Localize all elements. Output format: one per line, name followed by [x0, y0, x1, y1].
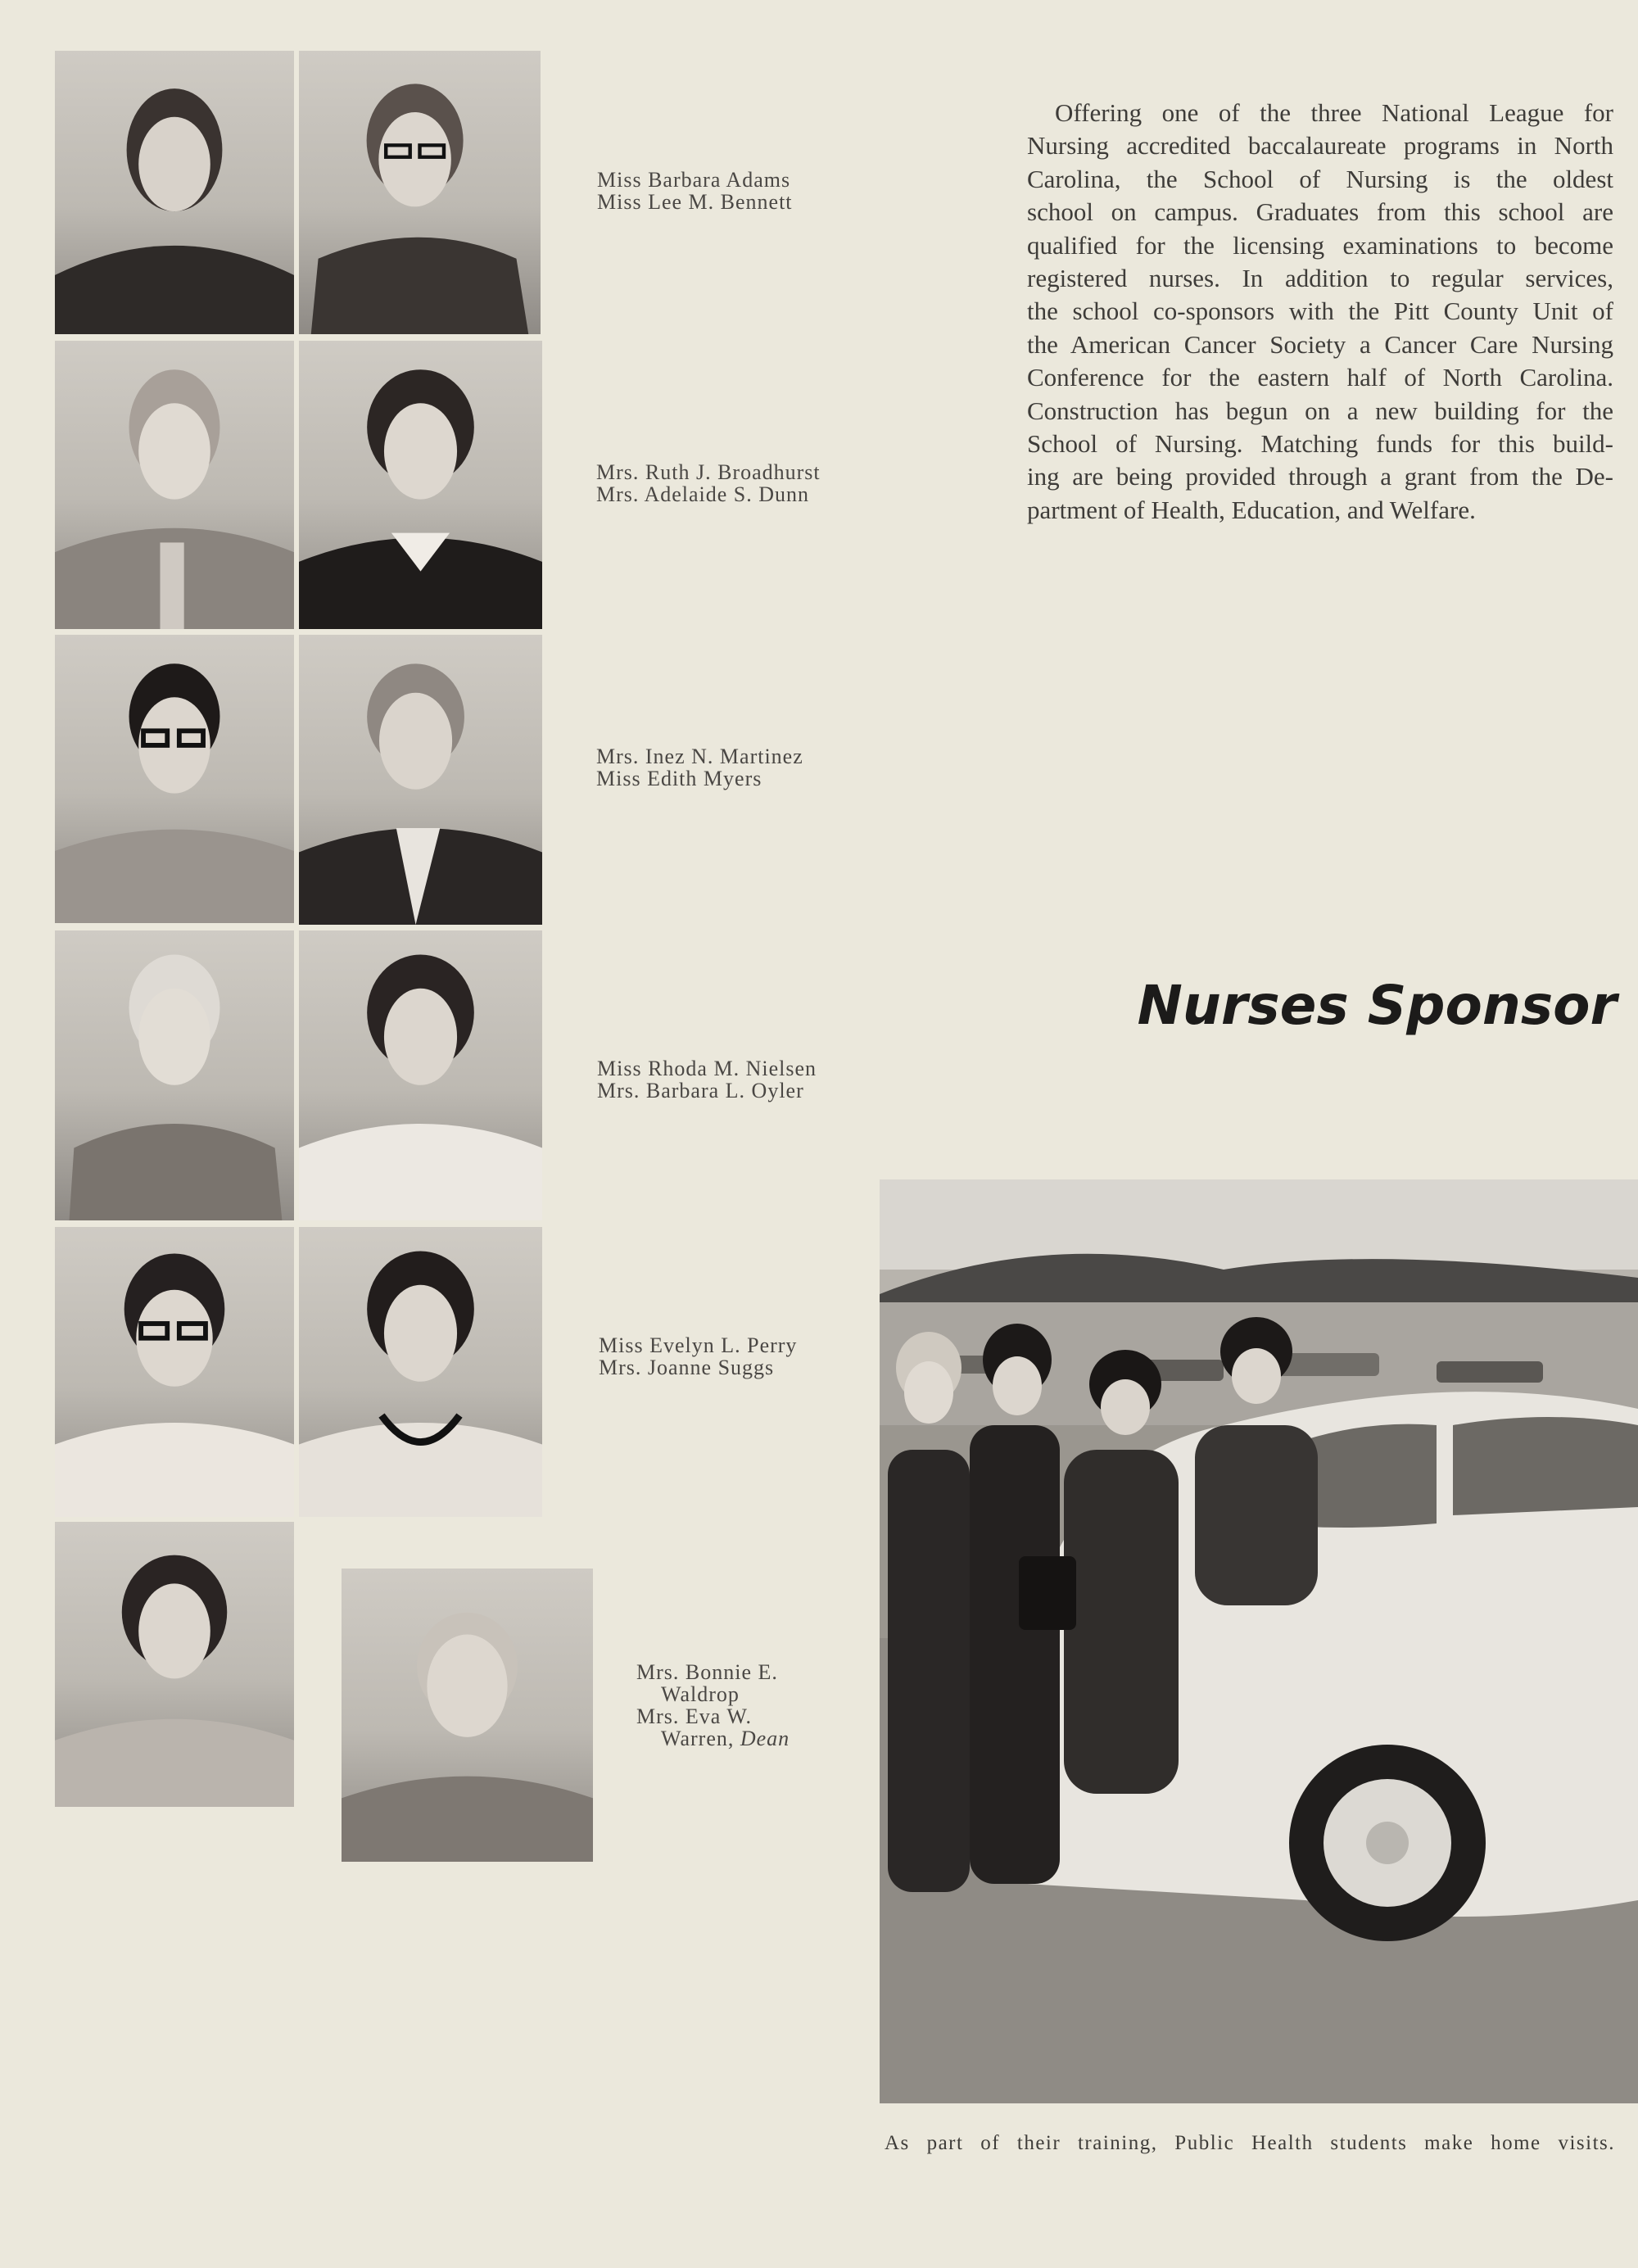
faculty-title-dean: Dean	[740, 1727, 790, 1750]
faculty-name: Miss Edith Myers	[596, 767, 762, 790]
faculty-name: Mrs. Adelaide S. Dunn	[596, 482, 810, 506]
portrait-photo-bonnie-waldrop	[55, 1522, 294, 1807]
portrait-photo-eva-warren	[342, 1569, 593, 1862]
page-headline: Nurses Sponsor	[1137, 974, 1617, 1037]
faculty-name: Mrs. Inez N. Martinez	[596, 745, 803, 768]
portrait-photo-edith-myers	[299, 635, 542, 925]
article-line: School of Nursing. Matching funds for this build-	[1027, 429, 1613, 459]
portrait-photo-barbara-oyler	[299, 930, 542, 1220]
faculty-caption-pair-2	[596, 461, 821, 505]
photo-caption: As part of their training, Public Health students make home visits.	[885, 2132, 1615, 2154]
portrait-photo-ruth-broadhurst	[55, 341, 294, 629]
faculty-caption-pair-1	[597, 169, 793, 213]
article-line: Carolina, the School of Nursing is the oldest	[1027, 164, 1613, 193]
faculty-caption-pair-3	[596, 745, 803, 790]
faculty-name: Warren,	[661, 1727, 735, 1750]
faculty-name: Miss Rhoda M. Nielsen	[597, 1057, 817, 1080]
faculty-name: Mrs. Joanne Suggs	[599, 1356, 775, 1379]
article-line: qualified for the licensing examinations to become	[1027, 230, 1613, 260]
article-line: registered nurses. In addition to regular services,	[1027, 264, 1613, 293]
article-line: school on campus. Graduates from this school are	[1027, 197, 1613, 227]
faculty-name: Mrs. Ruth J. Broadhurst	[596, 460, 821, 484]
faculty-name: Mrs. Bonnie E.	[636, 1660, 778, 1684]
portrait-photo-lee-bennett	[299, 51, 541, 334]
faculty-name: Waldrop	[661, 1682, 740, 1706]
portrait-photo-rhoda-nielsen	[55, 930, 294, 1220]
portrait-photo-adelaide-dunn	[299, 341, 542, 629]
article-line: the school co-sponsors with the Pitt County Unit of	[1027, 297, 1613, 326]
faculty-name: Mrs. Eva W.	[636, 1704, 752, 1728]
faculty-name: Miss Barbara Adams	[597, 168, 791, 192]
article-line: the American Cancer Society a Cancer Care Nursing	[1027, 329, 1613, 359]
faculty-name-with-title	[636, 1727, 790, 1750]
article-line: Conference for the eastern half of North Carolina.	[1027, 363, 1613, 392]
article-line: ing are being provided through a grant from the De-	[1027, 462, 1613, 491]
faculty-name: Miss Evelyn L. Perry	[599, 1333, 798, 1357]
portrait-photo-joanne-suggs	[299, 1227, 542, 1517]
faculty-caption-pair-5	[599, 1334, 797, 1378]
faculty-caption-pair-6	[636, 1661, 790, 1750]
portrait-photo-barbara-adams	[55, 51, 294, 334]
article-body	[1027, 97, 1613, 527]
article-line: Nursing accredited baccalaureate programs in North	[1027, 131, 1613, 161]
faculty-name: Miss Lee M. Bennett	[597, 190, 793, 214]
portrait-photo-inez-martinez	[55, 635, 294, 923]
faculty-caption-pair-4	[597, 1057, 817, 1102]
article-line: Offering one of the three National League for	[1055, 98, 1613, 127]
article-line: Construction has begun on a new building for the	[1027, 396, 1613, 425]
faculty-name: Mrs. Barbara L. Oyler	[597, 1079, 804, 1102]
article-line: partment of Health, Education, and Welfare.	[1027, 495, 1476, 524]
portrait-photo-evelyn-perry	[55, 1227, 294, 1517]
students-car-photo	[880, 1179, 1638, 2103]
